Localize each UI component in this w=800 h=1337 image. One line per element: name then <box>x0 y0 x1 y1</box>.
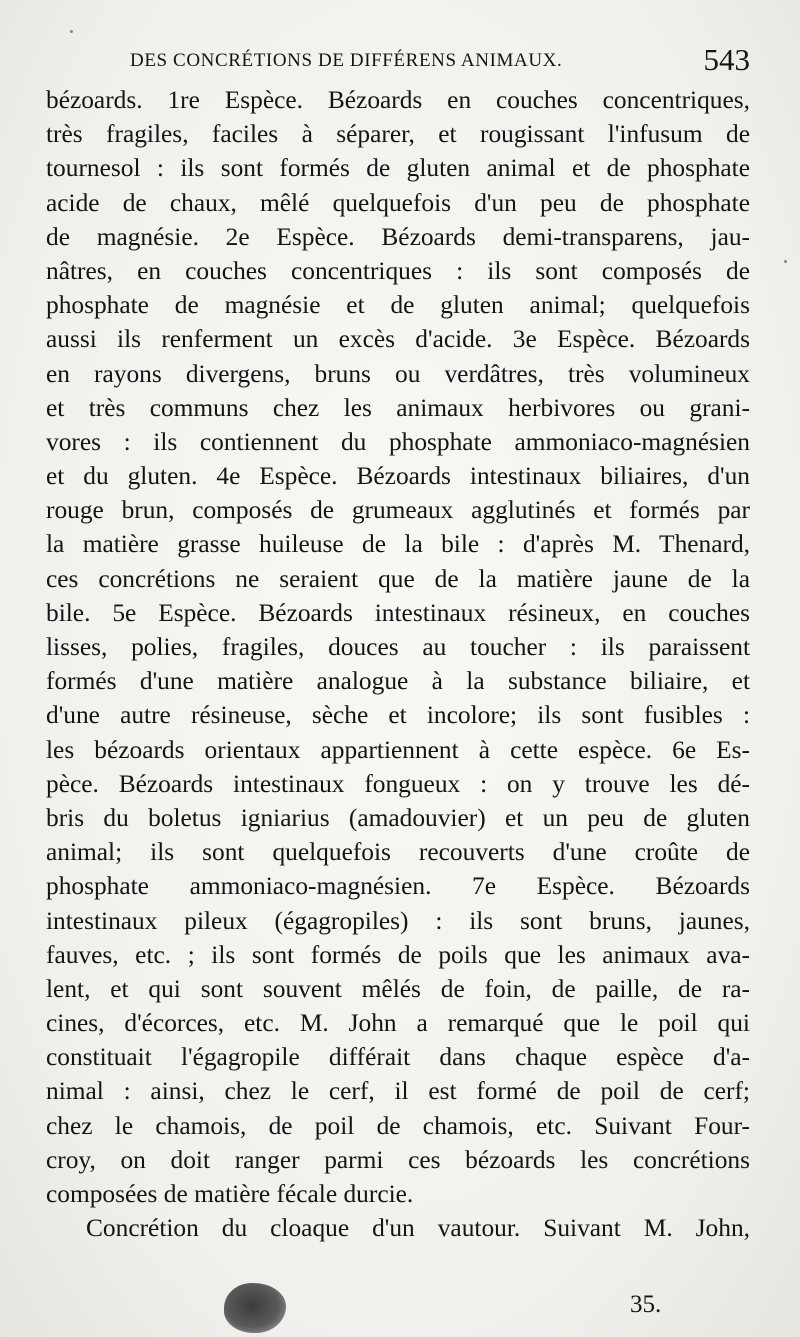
ink-blot <box>224 1283 286 1333</box>
running-title: DES CONCRÉTIONS DE DIFFÉRENS ANIMAUX. <box>130 50 563 71</box>
text-line: très fragiles, faciles à séparer, et rougissant l'infusum de <box>46 120 750 149</box>
text-line: lent, et qui sont souvent mêlés de foin, de paille, de ra- <box>46 974 750 1003</box>
text-line: bile. 5e Espèce. Bézoards intestinaux résineux, en couches <box>46 598 750 627</box>
text-line: tournesol : ils sont formés de gluten animal et de phosphate <box>46 154 750 183</box>
text-line: nimal : ainsi, chez le cerf, il est formé de poil de cerf; <box>46 1077 750 1106</box>
text-line: en rayons divergens, bruns ou verdâtres, très volumineux <box>46 359 750 388</box>
text-line: cines, d'écorces, etc. M. John a remarqué que le poil qui <box>46 1009 750 1038</box>
text-line: d'une autre résineuse, sèche et incolore; ils sont fusibles : <box>46 701 750 730</box>
text-line: vores : ils contiennent du phosphate ammoniaco-magnésien <box>46 427 750 456</box>
text-line: les bézoards orientaux appartiennent à cette espèce. 6e Es- <box>46 735 750 764</box>
page-header <box>130 42 750 82</box>
text-line: lisses, polies, fragiles, douces au toucher : ils paraissent <box>46 633 750 661</box>
text-line: animal; ils sont quelquefois recouverts d'une croûte de <box>46 838 750 867</box>
text-line: pèce. Bézoards intestinaux fongueux : on y trouve les dé- <box>46 769 750 798</box>
text-line: et très communs chez les animaux herbivores ou grani- <box>46 393 750 422</box>
text-line: bris du boletus igniarius (amadouvier) et un peu de gluten <box>46 803 750 832</box>
text-line: formés d'une matière analogue à la substance biliaire, et <box>46 667 750 696</box>
text-line: rouge brun, composés de grumeaux agglutinés et formés par <box>46 496 750 525</box>
text-line: croy, on doit ranger parmi ces bézoards les concrétions <box>46 1145 750 1174</box>
paper-speck <box>784 260 787 263</box>
text-line: acide de chaux, mêlé quelquefois d'un peu de phosphate <box>46 188 750 217</box>
text-line: intestinaux pileux (égagropiles) : ils sont bruns, jaunes, <box>46 906 750 935</box>
text-line: phosphate ammoniaco-magnésien. 7e Espèce. Bézoards <box>46 872 750 901</box>
page-number: 543 <box>703 42 750 77</box>
text-line: chez le chamois, de poil de chamois, etc. Suivant Four- <box>46 1111 750 1140</box>
text-line: constituait l'égagropile différait dans chaque espèce d'a- <box>46 1043 750 1072</box>
paper-speck <box>70 30 73 33</box>
text-line: composées de matière fécale durcie. <box>46 1180 414 1208</box>
signature-mark: 35. <box>630 1291 662 1318</box>
text-line: la matière grasse huileuse de la bile : d'après M. Thenard, <box>46 530 750 559</box>
text-line: nâtres, en couches concentriques : ils sont composés de <box>46 256 750 285</box>
text-line: bézoards. 1re Espèce. Bézoards en couches concentriques, <box>46 86 750 114</box>
text-line: aussi ils renferment un excès d'acide. 3e Espèce. Bézoards <box>46 325 750 354</box>
text-line-section-start: Concrétion du cloaque d'un vautour. Suivant M. John, <box>86 1214 750 1243</box>
text-line: et du gluten. 4e Espèce. Bézoards intestinaux biliaires, d'un <box>46 462 750 491</box>
text-line: de magnésie. 2e Espèce. Bézoards demi-transparens, jau- <box>46 222 750 251</box>
text-line: phosphate de magnésie et de gluten animal; quelquefois <box>46 291 750 320</box>
body-text <box>46 83 750 1245</box>
text-line: ces concrétions ne seraient que de la matière jaune de la <box>46 564 750 593</box>
text-line: fauves, etc. ; ils sont formés de poils que les animaux ava- <box>46 940 750 969</box>
